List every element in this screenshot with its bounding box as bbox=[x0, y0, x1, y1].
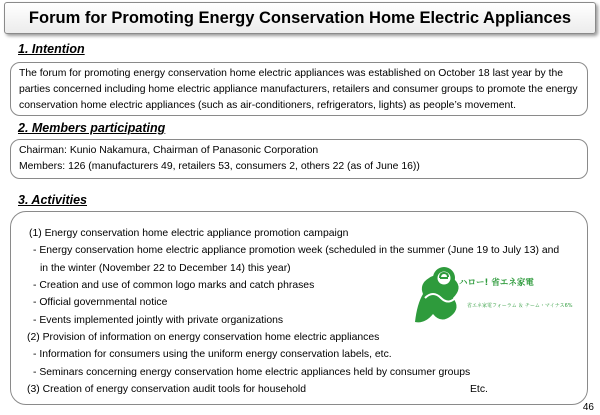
activity-subitem: - Information for consumers using the uniform energy conservation labels, etc. bbox=[33, 349, 392, 360]
members-count: Members: 126 (manufacturers 49, retailers 53, consumers 2, others 22 (as of June 16)) bbox=[19, 161, 420, 172]
members-box bbox=[10, 139, 588, 179]
activity-item: (1) Energy conservation home electric appliance promotion campaign bbox=[29, 228, 349, 239]
members-chairman: Chairman: Kunio Nakamura, Chairman of Panasonic Corporation bbox=[19, 145, 319, 156]
page-number: 46 bbox=[582, 402, 594, 413]
intention-heading: 1. Intention bbox=[18, 42, 85, 56]
activity-subitem: - Seminars concerning energy conservation home electric appliances held by consumer groups bbox=[33, 367, 471, 378]
logo-bottom-text: 省エネ家電フォーラム ＆ チーム・マイナス6% bbox=[467, 303, 573, 309]
activity-subitem: - Creation and use of common logo marks and catch phrases bbox=[33, 280, 315, 291]
activity-subitem-continued: in the winter (November 22 to December 14) this year) bbox=[40, 263, 291, 274]
logo-top-text: ハロー! 省エネ家電 bbox=[459, 278, 534, 288]
activities-heading: 3. Activities bbox=[18, 193, 88, 207]
intention-box bbox=[10, 62, 588, 116]
intention-text: The forum for promoting energy conservation home electric appliances was established on October 18 last year by the parties concerned including home electric appliance manufacturers, retailers and consumer groups to promote the energy conservation home electric appliances (such as air-conditioners, refrigerators, lights) as people’s movement. bbox=[19, 68, 578, 111]
activity-subitem: - Official governmental notice bbox=[33, 297, 168, 308]
activity-subitem: - Energy conservation home electric appliance promotion week (scheduled in the summer (June 19 to July 13) and bbox=[33, 245, 560, 256]
members-heading: 2. Members participating bbox=[18, 121, 166, 135]
activity-item: (2) Provision of information on energy conservation home electric appliances bbox=[27, 332, 380, 343]
activity-item: (3) Creation of energy conservation audit tools for household bbox=[27, 384, 306, 395]
energy-conservation-logo bbox=[411, 264, 581, 324]
etc-label: Etc. bbox=[470, 384, 488, 395]
activity-subitem: - Events implemented jointly with private organizations bbox=[33, 315, 284, 326]
slide-title: Forum for Promoting Energy Conservation Home Electric Appliances bbox=[4, 2, 596, 34]
